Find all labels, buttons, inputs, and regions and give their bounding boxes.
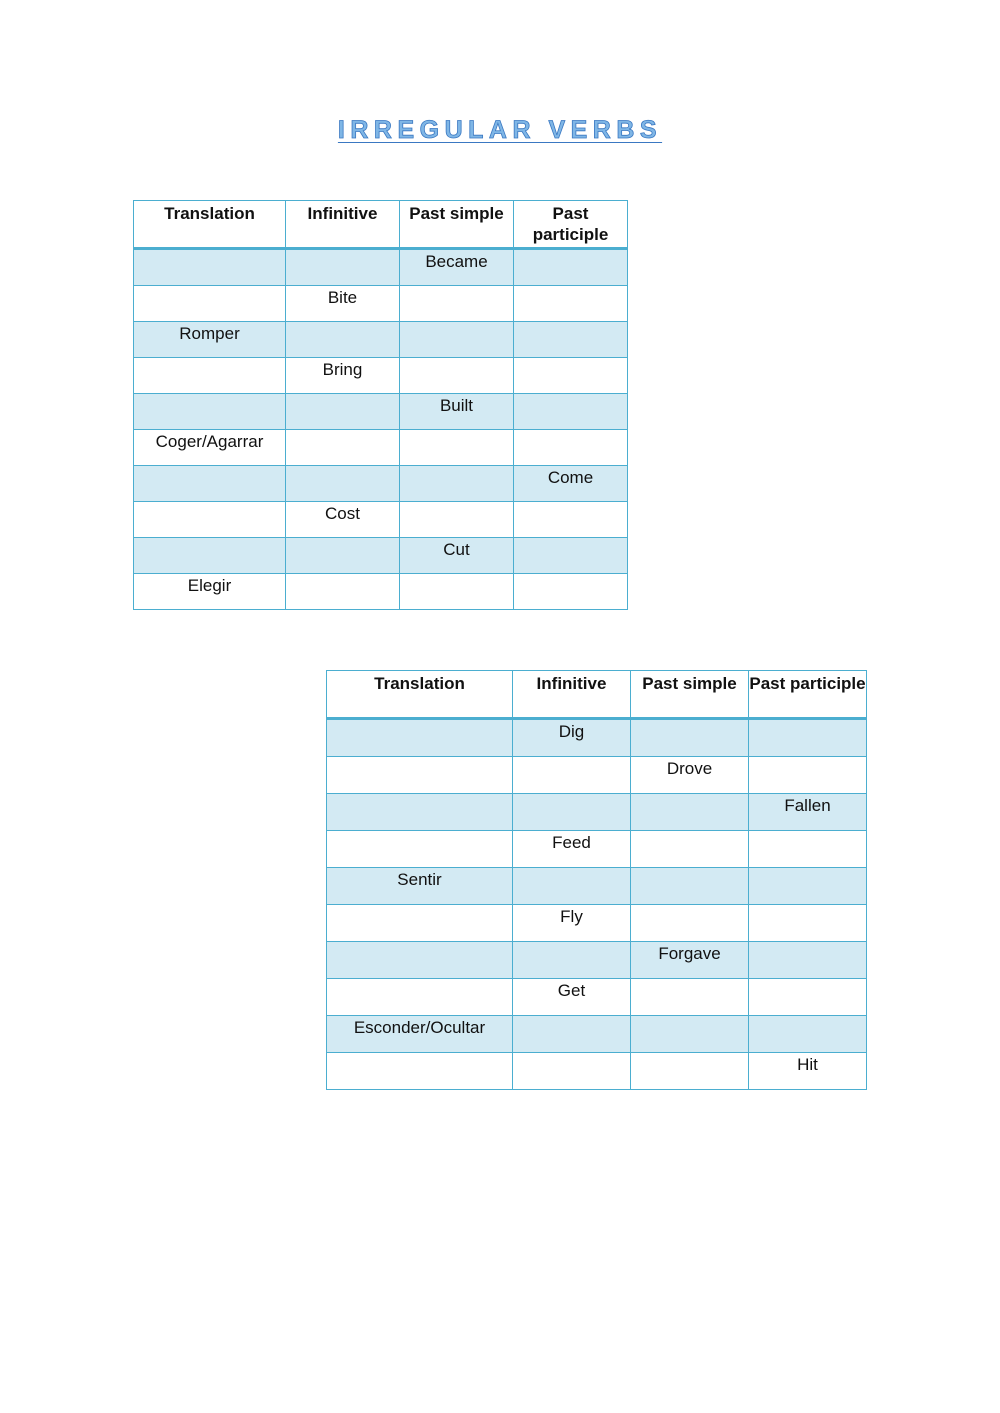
cell-past-participle[interactable] [514,502,628,538]
cell-translation: Elegir [134,574,286,610]
cell-past-participle[interactable] [749,831,867,868]
cell-past-participle[interactable] [749,719,867,757]
cell-translation[interactable] [134,394,286,430]
header-past-participle: Past participle [514,201,628,249]
cell-translation[interactable] [134,358,286,394]
table-row [134,394,628,430]
cell-past-simple[interactable] [631,719,749,757]
cell-infinitive[interactable] [513,868,631,905]
cell-past-simple[interactable] [400,322,514,358]
cell-infinitive[interactable] [286,249,400,286]
table-row [327,1053,867,1090]
cell-infinitive: Get [513,979,631,1016]
cell-past-participle[interactable] [514,358,628,394]
cell-translation[interactable] [134,249,286,286]
table-row [134,322,628,358]
cell-past-participle: Come [514,466,628,502]
cell-past-participle[interactable] [514,394,628,430]
cell-past-simple: Forgave [631,942,749,979]
table-row [134,574,628,610]
table-row [327,757,867,794]
cell-translation[interactable] [134,502,286,538]
cell-past-simple[interactable] [400,286,514,322]
cell-past-simple[interactable] [631,794,749,831]
table-row [134,430,628,466]
cell-past-simple[interactable] [631,905,749,942]
table-row [327,1016,867,1053]
cell-translation[interactable] [327,905,513,942]
header-row [327,671,867,719]
page-title: IRREGULAR VERBS [337,116,663,144]
table-row [134,466,628,502]
header-infinitive: Infinitive [286,201,400,249]
cell-infinitive: Cost [286,502,400,538]
cell-past-simple[interactable] [631,868,749,905]
cell-past-participle: Hit [749,1053,867,1090]
cell-past-simple[interactable] [631,1053,749,1090]
cell-translation[interactable] [327,942,513,979]
cell-past-simple: Cut [400,538,514,574]
cell-translation[interactable] [134,538,286,574]
table-row [327,719,867,757]
cell-translation: Esconder/Ocultar [327,1016,513,1053]
cell-translation[interactable] [134,466,286,502]
cell-infinitive[interactable] [513,1053,631,1090]
cell-past-simple: Became [400,249,514,286]
cell-past-participle[interactable] [514,249,628,286]
table-row [327,868,867,905]
cell-translation: Coger/Agarrar [134,430,286,466]
cell-translation[interactable] [327,794,513,831]
cell-translation: Sentir [327,868,513,905]
cell-past-simple: Built [400,394,514,430]
cell-infinitive[interactable] [286,466,400,502]
cell-infinitive: Bring [286,358,400,394]
header-infinitive: Infinitive [513,671,631,719]
cell-past-participle[interactable] [749,942,867,979]
cell-past-simple[interactable] [400,466,514,502]
cell-past-simple[interactable] [400,574,514,610]
table-row [327,979,867,1016]
cell-infinitive[interactable] [286,394,400,430]
cell-past-participle[interactable] [514,430,628,466]
cell-infinitive: Bite [286,286,400,322]
table-row [327,831,867,868]
header-past-simple: Past simple [631,671,749,719]
header-past-simple: Past simple [400,201,514,249]
cell-infinitive[interactable] [513,757,631,794]
header-past-participle: Past participle [749,671,867,719]
cell-past-simple[interactable] [631,1016,749,1053]
cell-infinitive[interactable] [286,538,400,574]
cell-past-participle[interactable] [749,1016,867,1053]
cell-past-participle[interactable] [749,757,867,794]
header-translation: Translation [327,671,513,719]
cell-past-simple[interactable] [631,831,749,868]
cell-infinitive[interactable] [513,942,631,979]
verbs-table-2 [326,670,867,1090]
cell-translation[interactable] [327,719,513,757]
cell-translation[interactable] [327,757,513,794]
cell-past-simple[interactable] [400,430,514,466]
header-translation: Translation [134,201,286,249]
table-row [134,286,628,322]
table-row [134,538,628,574]
table-row [134,358,628,394]
cell-past-participle[interactable] [749,979,867,1016]
cell-infinitive[interactable] [286,322,400,358]
cell-infinitive[interactable] [286,574,400,610]
table-row [134,249,628,286]
cell-infinitive: Fly [513,905,631,942]
table-row [327,794,867,831]
cell-past-simple[interactable] [400,502,514,538]
cell-past-participle[interactable] [514,538,628,574]
cell-translation: Romper [134,322,286,358]
cell-past-participle[interactable] [749,868,867,905]
header-row [134,201,628,249]
cell-past-simple[interactable] [631,979,749,1016]
table-row [134,502,628,538]
cell-translation[interactable] [327,1053,513,1090]
table-row [327,942,867,979]
cell-infinitive[interactable] [286,430,400,466]
verbs-table-1 [133,200,628,610]
cell-past-simple[interactable] [400,358,514,394]
cell-past-simple: Drove [631,757,749,794]
cell-translation[interactable] [134,286,286,322]
cell-past-participle: Fallen [749,794,867,831]
table-row [327,905,867,942]
cell-past-participle[interactable] [749,905,867,942]
cell-translation[interactable] [327,979,513,1016]
cell-past-participle[interactable] [514,322,628,358]
cell-translation[interactable] [327,831,513,868]
cell-infinitive: Feed [513,831,631,868]
cell-past-participle[interactable] [514,286,628,322]
cell-infinitive[interactable] [513,1016,631,1053]
cell-past-participle[interactable] [514,574,628,610]
cell-infinitive: Dig [513,719,631,757]
cell-infinitive[interactable] [513,794,631,831]
